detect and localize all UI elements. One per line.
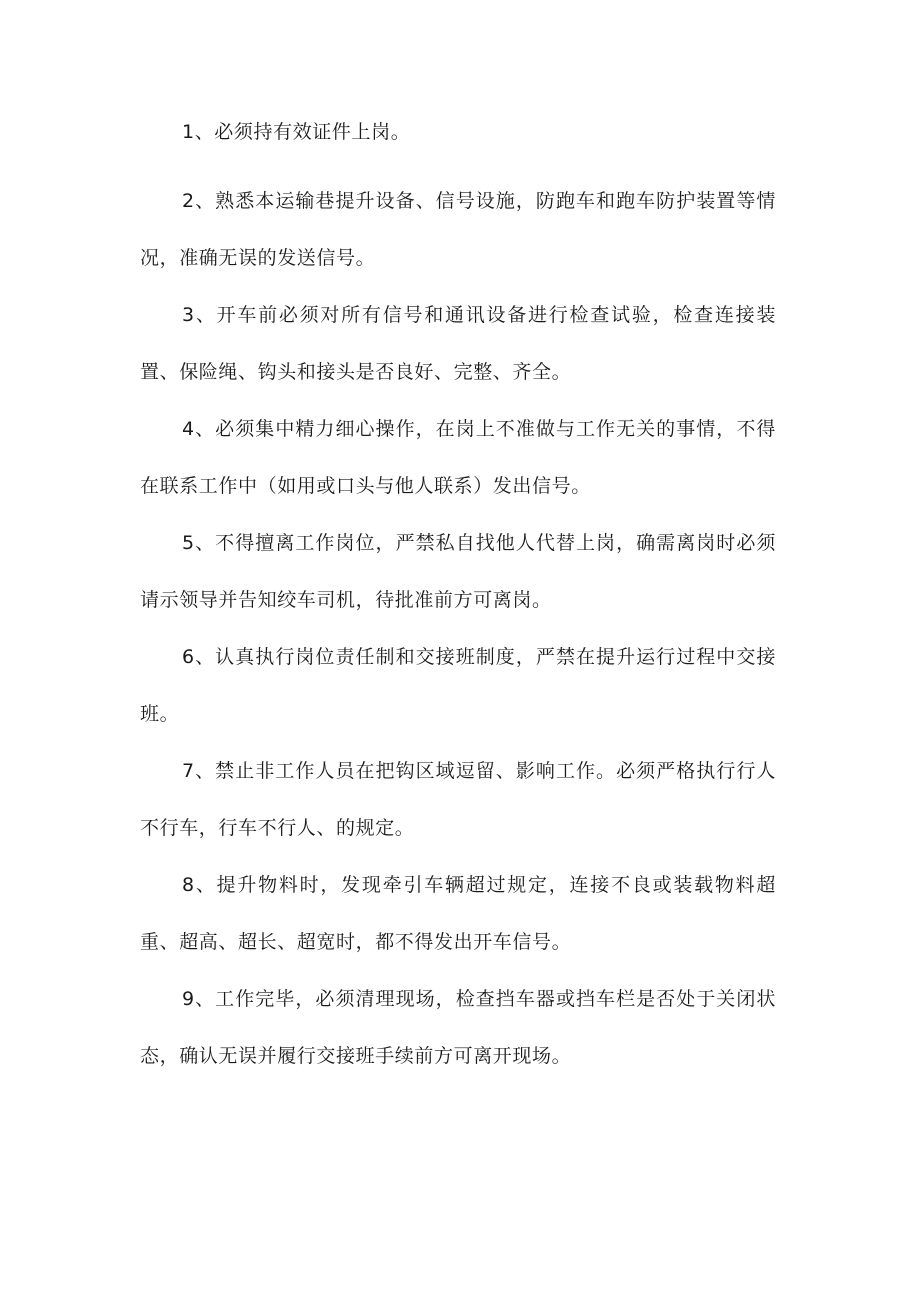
rule-item-7: 7、禁止非工作人员在把钩区域逗留、影响工作。必须严格执行行人不行车，行车不行人、的规定。 [140,760,776,839]
rule-item-6: 6、认真执行岗位责任制和交接班制度，严禁在提升运行过程中交接班。 [140,646,776,725]
rule-item-4: 4、必须集中精力细心操作，在岗上不准做与工作无关的事情，不得在联系工作中（如用或口头与他人联系）发出信号。 [140,418,776,497]
rule-item-3: 3、开车前必须对所有信号和通讯设备进行检查试验，检查连接装置、保险绳、钩头和接头是否良好、完整、齐全。 [140,304,776,383]
rules-list [140,104,776,1085]
rule-item-1: 1、必须持有效证件上岗。 [182,121,411,143]
rule-item-5: 5、不得擅离工作岗位，严禁私自找他人代替上岗，确需离岗时必须请示领导并告知绞车司机，待批准前方可离岗。 [140,532,776,611]
rule-item-9: 9、工作完毕，必须清理现场，检查挡车器或挡车栏是否处于关闭状态，确认无误并履行交接班手续前方可离开现场。 [140,988,776,1067]
rule-item-2: 2、熟悉本运输巷提升设备、信号设施，防跑车和跑车防护装置等情况，准确无误的发送信号。 [140,190,776,269]
rule-item-8: 8、提升物料时，发现牵引车辆超过规定，连接不良或装载物料超重、超高、超长、超宽时，都不得发出开车信号。 [140,874,776,953]
